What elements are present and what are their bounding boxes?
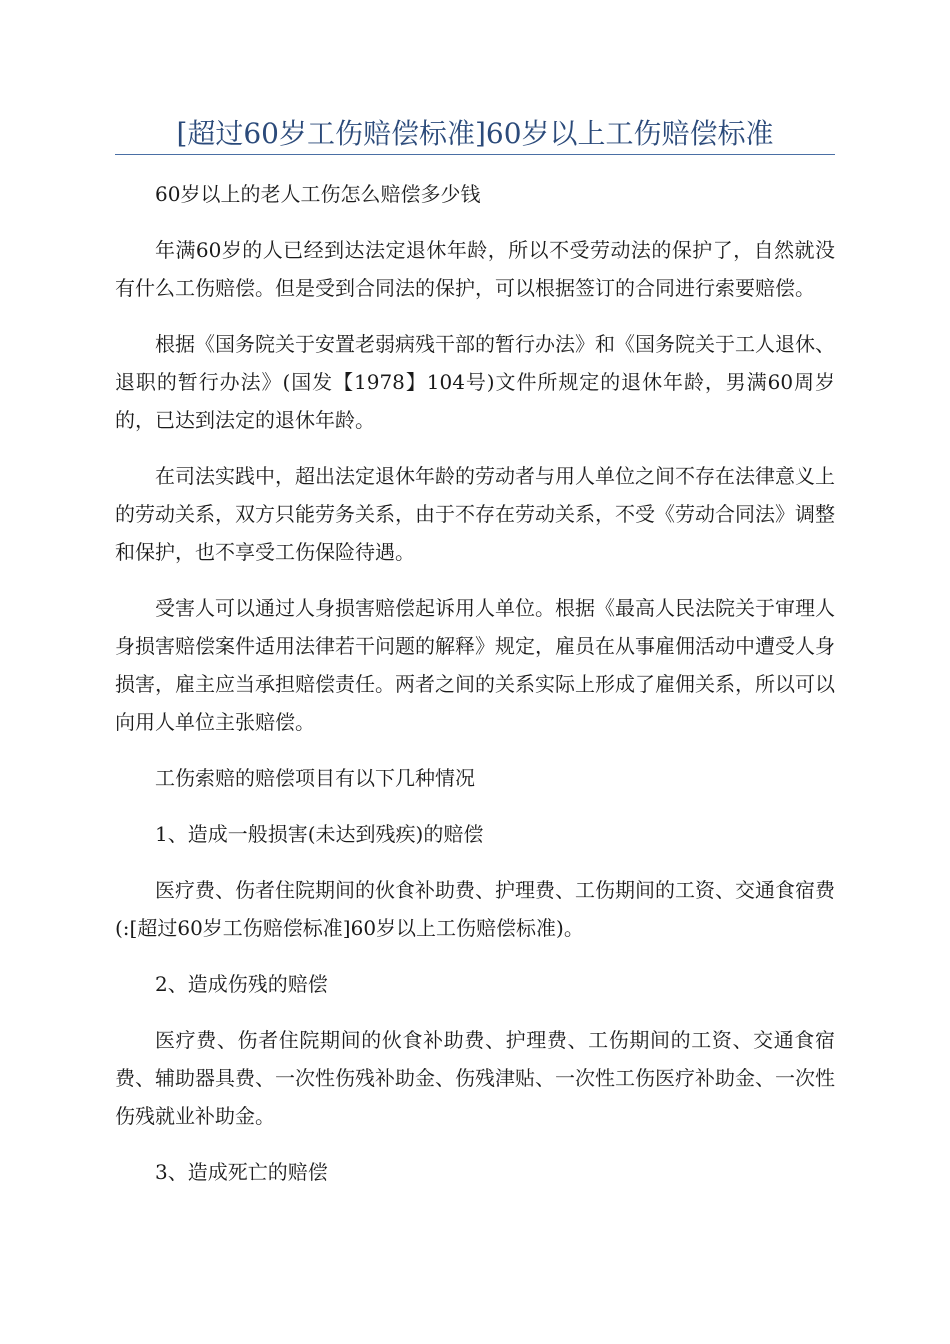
list-item-heading: 1、造成一般损害(未达到残疾)的赔偿 (155, 822, 484, 846)
document-body (115, 175, 835, 1209)
paragraph-subtitle: 60岁以上的老人工伤怎么赔偿多少钱 (155, 182, 481, 206)
list-item-heading: 3、造成死亡的赔偿 (155, 1160, 328, 1184)
document-title: [超过60岁工伤赔偿标准]60岁以上工伤赔偿标准 (176, 117, 774, 150)
list-item-heading: 2、造成伤残的赔偿 (155, 972, 328, 996)
paragraph: 医疗费、伤者住院期间的伙食补助费、护理费、工伤期间的工资、交通食宿费、辅助器具费、一次性伤残补助金、伤残津贴、一次性工伤医疗补助金、一次性伤残就业补助金。 (115, 1028, 835, 1128)
section-heading: 工伤索赔的赔偿项目有以下几种情况 (155, 766, 475, 790)
paragraph: 年满60岁的人已经到达法定退休年龄，所以不受劳动法的保护了，自然就没有什么工伤赔偿。但是受到合同法的保护，可以根据签订的合同进行索要赔偿。 (115, 238, 835, 300)
paragraph: 医疗费、伤者住院期间的伙食补助费、护理费、工伤期间的工资、交通食宿费(:[超过60岁工伤赔偿标准]60岁以上工伤赔偿标准)。 (115, 878, 835, 940)
title-underline (115, 154, 835, 155)
paragraph: 根据《国务院关于安置老弱病残干部的暂行办法》和《国务院关于工人退休、退职的暂行办法》(国发【1978】104号)文件所规定的退休年龄，男满60周岁的，已达到法定的退休年龄。 (115, 332, 835, 432)
paragraph: 在司法实践中，超出法定退休年龄的劳动者与用人单位之间不存在法律意义上的劳动关系，双方只能劳务关系，由于不存在劳动关系，不受《劳动合同法》调整和保护，也不享受工伤保险待遇。 (115, 464, 835, 564)
paragraph: 受害人可以通过人身损害赔偿起诉用人单位。根据《最高人民法院关于审理人身损害赔偿案件适用法律若干问题的解释》规定，雇员在从事雇佣活动中遭受人身损害，雇主应当承担赔偿责任。两者之间的关系实际上形成了雇佣关系，所以可以向用人单位主张赔偿。 (115, 596, 835, 734)
